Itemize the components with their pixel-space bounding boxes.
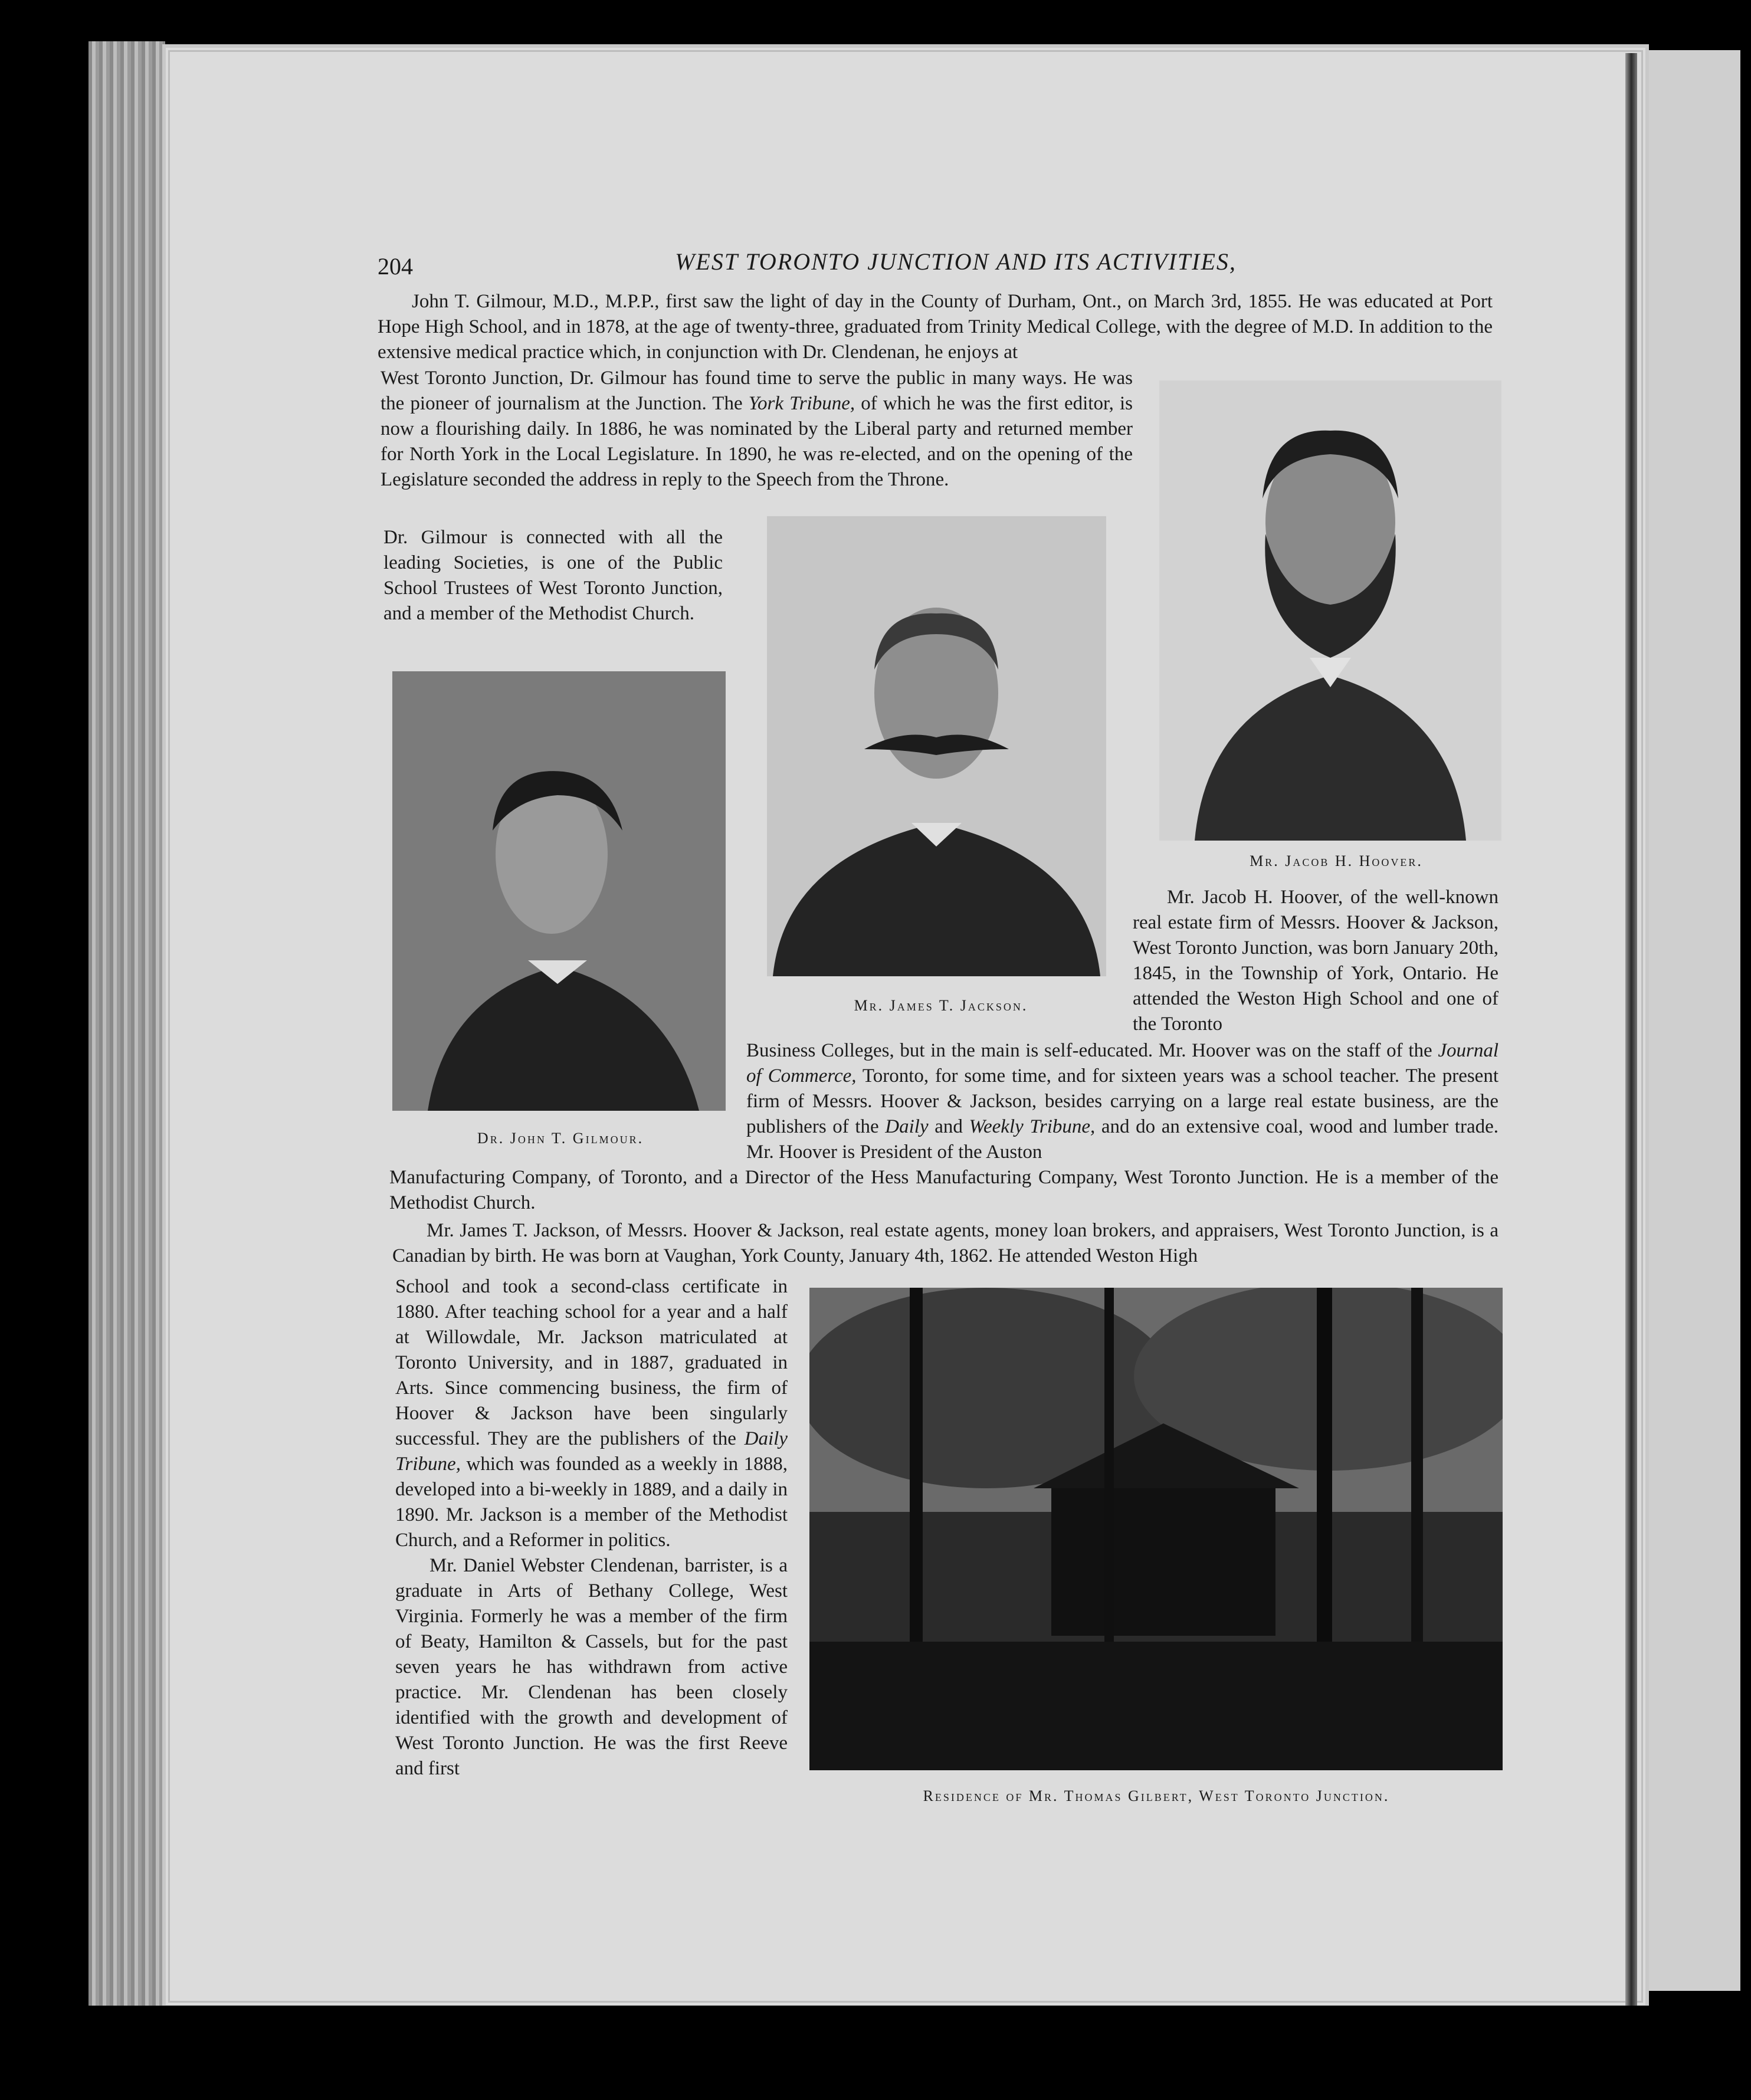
gilmour-portrait-drawing: [392, 671, 726, 1111]
clendenan-text: Mr. Daniel Webster Clendenan, barrister, is a graduate in Arts of Bethany College, West Virginia. Formerly he was a member of the firm of Beaty, Hamilton & Cassels, but for the past seven years he has withdrawn from active practice. Mr. Clendenan has been closely identified with the growth and development of West Toronto Junction. He was the first Reeve and first: [395, 1555, 788, 1779]
hoover-career-middle: Toronto, for some time, and for sixteen years was a school teacher. The present firm of Messrs. Hoover & Jackson, besides carrying on a large real estate business, are the publishers of the: [746, 1065, 1498, 1137]
journal-of-commerce-title: Journal of Commerce,: [746, 1040, 1498, 1087]
jackson-intro-text: Mr. James T. Jackson, of Messrs. Hoover & Jackson, real estate agents, money loan brokers, and appraisers, West Toronto Junction, is a Canadian by birth. He was born at Vaughan, York County, January 4th, 1862. He attended Weston High: [392, 1220, 1498, 1266]
hoover-career-end: and do an extensive coal, wood and lumber trade. Mr. Hoover is President of the Auston: [746, 1116, 1499, 1163]
gilmour-portrait-photo: [392, 671, 726, 1111]
page-number: 204: [378, 253, 413, 280]
hoover-intro-text: Mr. Jacob H. Hoover, of the well-known real estate firm of Messrs. Hoover & Jackson, West Toronto Junction, was born January 20th, 1845, in the Township of York, Ontario. He attended the Weston High School and one of the Toronto: [1133, 887, 1498, 1035]
hoover-portrait-photo: [1159, 380, 1501, 841]
jackson-caption: Mr. James T. Jackson.: [854, 997, 1028, 1014]
hoover-career-start: Business Colleges, but in the main is self-educated. Mr. Hoover was on the staff of the: [746, 1040, 1432, 1061]
gilmour-intro-paragraph: [378, 289, 1493, 365]
hoover-caption: Mr. Jacob H. Hoover.: [1250, 852, 1423, 869]
daily-title: Daily: [885, 1116, 929, 1137]
gilmour-career-paragraph: [381, 366, 1133, 493]
weekly-tribune-title: Weekly Tribune,: [969, 1116, 1096, 1137]
hoover-portrait-drawing: [1159, 380, 1501, 841]
residence-caption: Residence of Mr. Thomas Gilbert, West Toronto Junction.: [923, 1787, 1390, 1804]
gilmour-intro-text: John T. Gilmour, M.D., M.P.P., first saw the light of day in the County of Durham, Ont., on March 3rd, 1855. He was educated at Port Hope High School, and in 1878, at the age of twenty-three, graduated from Trinity Medical College, with the degree of M.D. In addition to the extensive medical practice which, in conjunction with Dr. Clendenan, he enjoys at: [378, 291, 1493, 363]
hoover-memberships-text: Manufacturing Company, of Toronto, and a Director of the Hess Manufacturing Company, West Toronto Junction. He is a member of the Methodist Church.: [389, 1167, 1498, 1213]
daily-tribune-title: Daily Tribune,: [395, 1428, 788, 1475]
residence-photo: [809, 1288, 1503, 1770]
running-title: WEST TORONTO JUNCTION AND ITS ACTIVITIES,: [675, 248, 1237, 275]
jackson-education-text: [395, 1274, 788, 1553]
gilmour-societies-text: Dr. Gilmour is connected with all the leading Societies, is one of the Public School Trustees of West Toronto Junction, and a member of the Methodist Church.: [383, 527, 723, 624]
gilmour-career-start: West Toronto Junction, Dr. Gilmour has found time to serve the public in many ways. He was the pioneer of journalism at the Junction. The: [381, 368, 1133, 414]
gilmour-career-text: [381, 366, 1133, 493]
hoover-career-text: [746, 1038, 1498, 1165]
residence-scene-drawing: [809, 1288, 1503, 1770]
scan-bottom-margin: [88, 2006, 1751, 2100]
jackson-paragraph-narrow: [395, 1274, 788, 1781]
page-stack-edge: [88, 41, 165, 2006]
book-gutter: [1625, 53, 1637, 2012]
gilmour-caption: Dr. John T. Gilmour.: [477, 1130, 644, 1147]
hoover-paragraph-narrow: [1133, 885, 1498, 1037]
jackson-education-end: which was founded as a weekly in 1888, developed into a bi-weekly in 1889, and a daily in 1890. Mr. Jackson is a member of the Methodist Church, and a Reformer in politics.: [395, 1453, 788, 1551]
jackson-portrait-drawing: [767, 516, 1106, 976]
gilmour-career-rest: of which he was the first editor, is now a flourishing daily. In 1886, he was nominated by the Liberal party and returned member for North York in the Local Legislature. In 1890, he was re-elected, and on the opening of the Legislature seconded the address in reply to the Speech from the Throne.: [381, 393, 1133, 490]
hoover-paragraph-full: [389, 1165, 1498, 1216]
facing-page: [1640, 50, 1740, 1991]
hoover-career-and: and: [934, 1116, 963, 1137]
jackson-paragraph-full: [392, 1218, 1498, 1269]
hoover-paragraph-medium: [746, 1038, 1498, 1165]
jackson-education-start: School and took a second-class certificate in 1880. After teaching school for a year and a half at Willowdale, Mr. Jackson matriculated at Toronto University, and in 1887, graduated in Arts. Since commencing business, the firm of Hoover & Jackson have been singularly successful. They are the publishers of the: [395, 1276, 788, 1449]
york-tribune-title: York Tribune,: [748, 393, 855, 414]
jackson-portrait-photo: [767, 516, 1106, 976]
gilmour-societies-paragraph: [383, 525, 723, 626]
